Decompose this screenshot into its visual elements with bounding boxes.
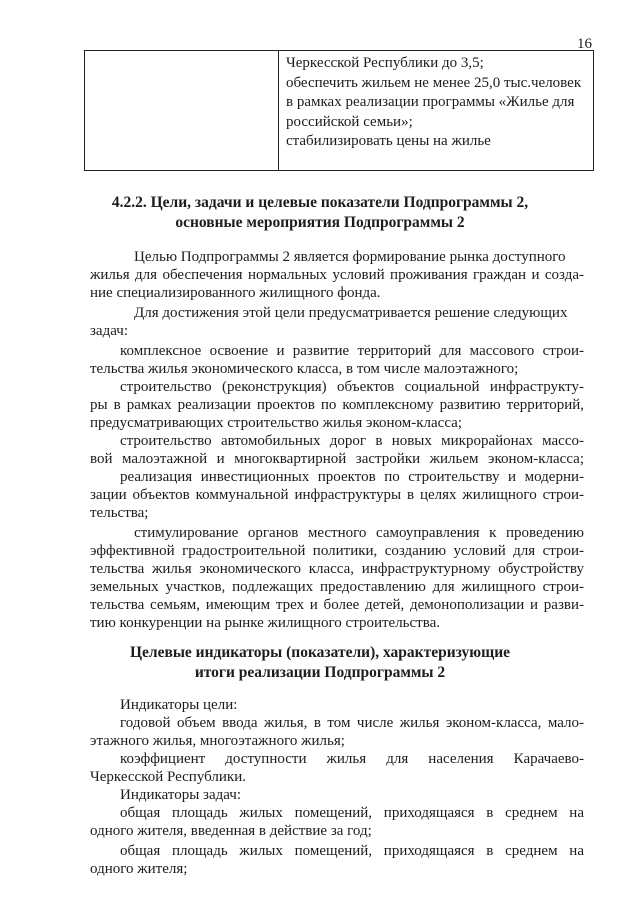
body-line: ры в рамках реализации проектов по комплексному развитию территорий, xyxy=(90,397,584,413)
body-line: жилья для обеспечения нормальных условий проживания граждан и созда- xyxy=(90,267,584,283)
body-line: ние специализированного жилищного фонда. xyxy=(90,285,381,301)
indicators-heading xyxy=(60,643,580,683)
body-line: тию конкуренции на рынке жилищного строительства. xyxy=(90,615,441,631)
table-cell-line: российской семьи»; xyxy=(286,113,413,130)
body-line: задач: xyxy=(90,323,128,339)
body-line: строительство автомобильных дорог в новых микрорайонах массо- xyxy=(120,433,584,449)
body-line: предусматривающих строительство жилья эконом-класса; xyxy=(90,415,462,431)
indicators-heading-line: Целевые индикаторы (показатели), характеризующие xyxy=(129,644,511,661)
indicators-heading-line: итоги реализации Подпрограммы 2 xyxy=(194,664,446,681)
body-line: вой малоэтажной и многоквартирной застройки жильем эконом-класса; xyxy=(90,451,584,467)
table-cell-line: в рамках реализации программы «Жилье для xyxy=(286,94,575,110)
table-cell xyxy=(286,54,591,152)
body-line: тельства; xyxy=(90,505,149,521)
body-line: реализация инвестиционных проектов по строительству и модерни- xyxy=(120,469,584,485)
section-heading-line: 4.2.2. Цели, задачи и целевые показатели Подпрограммы 2, xyxy=(111,194,529,211)
body-line: зации объектов коммунальной инфраструктуры в целях жилищного строи- xyxy=(90,487,584,503)
body-line: стимулирование органов местного самоуправления к проведению xyxy=(134,525,584,541)
indicator-line: общая площадь жилых помещений, приходящаяся в среднем на xyxy=(120,805,584,821)
body-line: строительство (реконструкция) объектов социальной инфраструкту- xyxy=(120,379,584,395)
body-line: комплексное освоение и развитие территорий для массового строи- xyxy=(120,343,584,359)
indicator-line: этажного жилья, многоэтажного жилья; xyxy=(90,733,345,749)
page-number: 16 xyxy=(577,36,592,52)
table-cell-line: стабилизировать цены на жилье xyxy=(286,133,491,149)
continuation-table xyxy=(84,50,594,171)
body-line: земельных участков, подлежащих предоставлению для жилищного строи- xyxy=(90,579,584,595)
indicator-line: Индикаторы задач: xyxy=(120,787,242,803)
section-heading-line: основные мероприятия Подпрограммы 2 xyxy=(175,214,465,231)
indicator-line: Индикаторы цели: xyxy=(120,697,238,713)
indicator-line: одного жителя, введенная в действие за год; xyxy=(90,823,372,839)
body-line: тельства жилья экономического класса, в том числе малоэтажного; xyxy=(90,361,519,377)
table-cell-line: Черкесской Республики до 3,5; xyxy=(286,55,484,71)
body-line: эффективной градостроительной политики, созданию условий для строи- xyxy=(90,543,584,559)
indicator-line: общая площадь жилых помещений, приходящаяся в среднем на xyxy=(120,843,584,859)
indicator-line: годовой объем ввода жилья, в том числе жилья эконом-класса, мало- xyxy=(120,715,584,731)
indicator-line: коэффициент доступности жилья для населения Карачаево- xyxy=(120,751,584,767)
table-column-divider xyxy=(278,51,279,170)
table-cell-line: обеспечить жильем не менее 25,0 тыс.человек xyxy=(286,74,582,91)
section-heading xyxy=(60,193,580,233)
body-line: Целью Подпрограммы 2 является формирование рынка доступного xyxy=(134,249,566,265)
body-line: Для достижения этой цели предусматривается решение следующих xyxy=(134,305,568,321)
body-line: тельства семьям, имеющим трех и более детей, демонополизации и разви- xyxy=(90,597,584,613)
body-line: тельства жилья экономического класса, инфраструктурному обустройству xyxy=(90,561,584,577)
indicator-line: Черкесской Республики. xyxy=(90,769,246,785)
indicator-line: одного жителя; xyxy=(90,861,188,877)
